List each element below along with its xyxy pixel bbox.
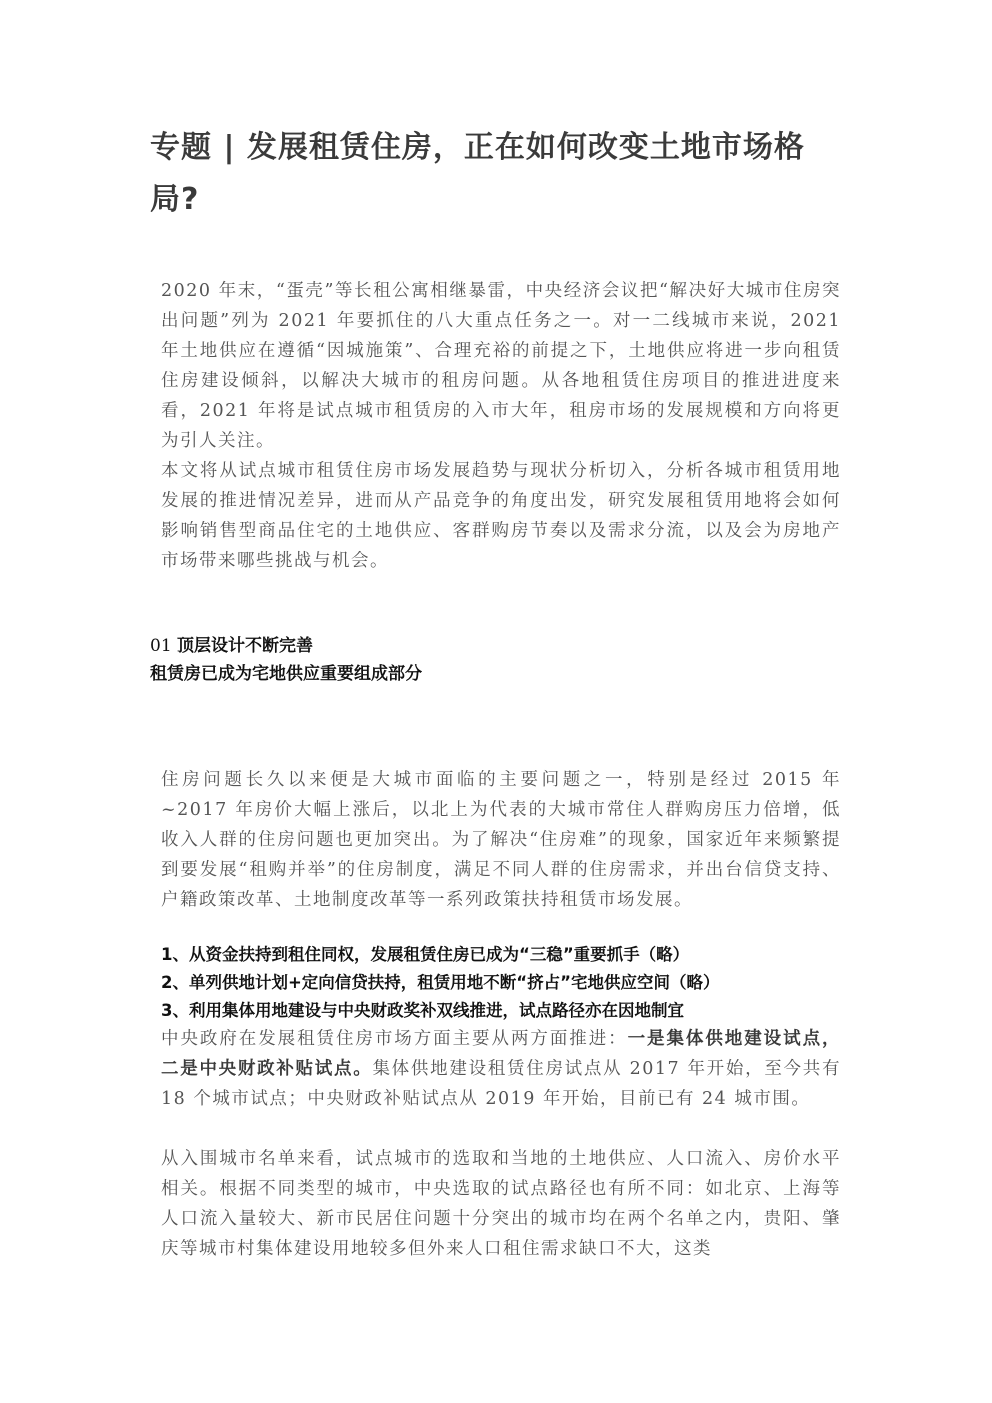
section-body-paragraph-1: 住房问题长久以来便是大城市面临的主要问题之一，特别是经过 2015 年~2017 年房价大幅上涨后，以北上为代表的大城市常住人群购房压力倍增，低收入人群的住房问题也更加突出。为了解决“住房难”的现象，国家近年来频繁提到要发展“租购并举”的住房制度，满足不同人群的住房需求，并出台信贷支持、户籍政策改革、土地制度改革等一系列政策扶持租赁市场发展。 (161, 770, 841, 910)
body2-rest-text: 集体供地建设租赁住房试点从 2017 年开始，至今共有 18 个城市试点；中央财政补贴试点从 2019 年开始，目前已有 24 城市围。 (161, 1059, 841, 1109)
section-heading (150, 632, 850, 688)
body2-intro-text: 中央政府在发展租赁住房市场方面主要从两方面推进： (161, 1029, 628, 1049)
intro-paragraph-2: 本文将从试点城市租赁住房市场发展趋势与现状分析切入，分析各城市租赁用地发展的推进情况差异，进而从产品竞争的角度出发，研究发展租赁用地将会如何影响销售型商品住宅的土地供应、客群购房节奏以及需求分流，以及会为房地产市场带来哪些挑战与机会。 (161, 461, 841, 571)
subheading-list (161, 941, 861, 1025)
subheading-1: 1、从资金扶持到租住同权，发展租赁住房已成为“三稳”重要抓手（略） (161, 945, 690, 964)
section-number: 01 (150, 636, 172, 656)
subheading-3: 3、利用集体用地建设与中央财政奖补双线推进，试点路径亦在因地制宜 (161, 1001, 684, 1020)
section-heading-line-1: 顶层设计不断完善 (177, 636, 314, 656)
section-heading-line-2: 租赁房已成为宅地供应重要组成部分 (150, 664, 422, 684)
section-body-paragraph-3: 从入围城市名单来看，试点城市的选取和当地的土地供应、人口流入、房价水平相关。根据不同类型的城市，中央选取的试点路径也有所不同：如北京、上海等人口流入量较大、新市民居住问题十分突出的城市均在两个名单之内，贵阳、肇庆等城市村集体建设用地较多但外来人口租住需求缺口不大，这类 (161, 1149, 841, 1259)
intro-paragraph-1: 2020 年末，“蛋壳”等长租公寓相继暴雷，中央经济会议把“解决好大城市住房突出问题”列为 2021 年要抓住的八大重点任务之一。对一二线城市来说，2021 年土地供应在遵循“因城施策”、合理充裕的前提之下，土地供应将进一步向租赁住房建设倾斜，以解决大城市的租房问题。从各地租赁住房项目的推进进度来看，2021 年将是试点城市租赁房的入市大年，租房市场的发展规模和方向将更为引人关注。 (161, 281, 841, 451)
section-body-paragraph-2 (161, 1024, 841, 1114)
body2-emphasis-text: 一是集体供地建设试点，二是中央财政补贴试点。 (161, 1029, 842, 1079)
subheading-2: 2、单列供地计划+定向信贷扶持，租赁用地不断“挤占”宅地供应空间（略） (161, 973, 720, 992)
article-title: 专题 | 发展租赁住房，正在如何改变土地市场格局? (150, 130, 805, 217)
